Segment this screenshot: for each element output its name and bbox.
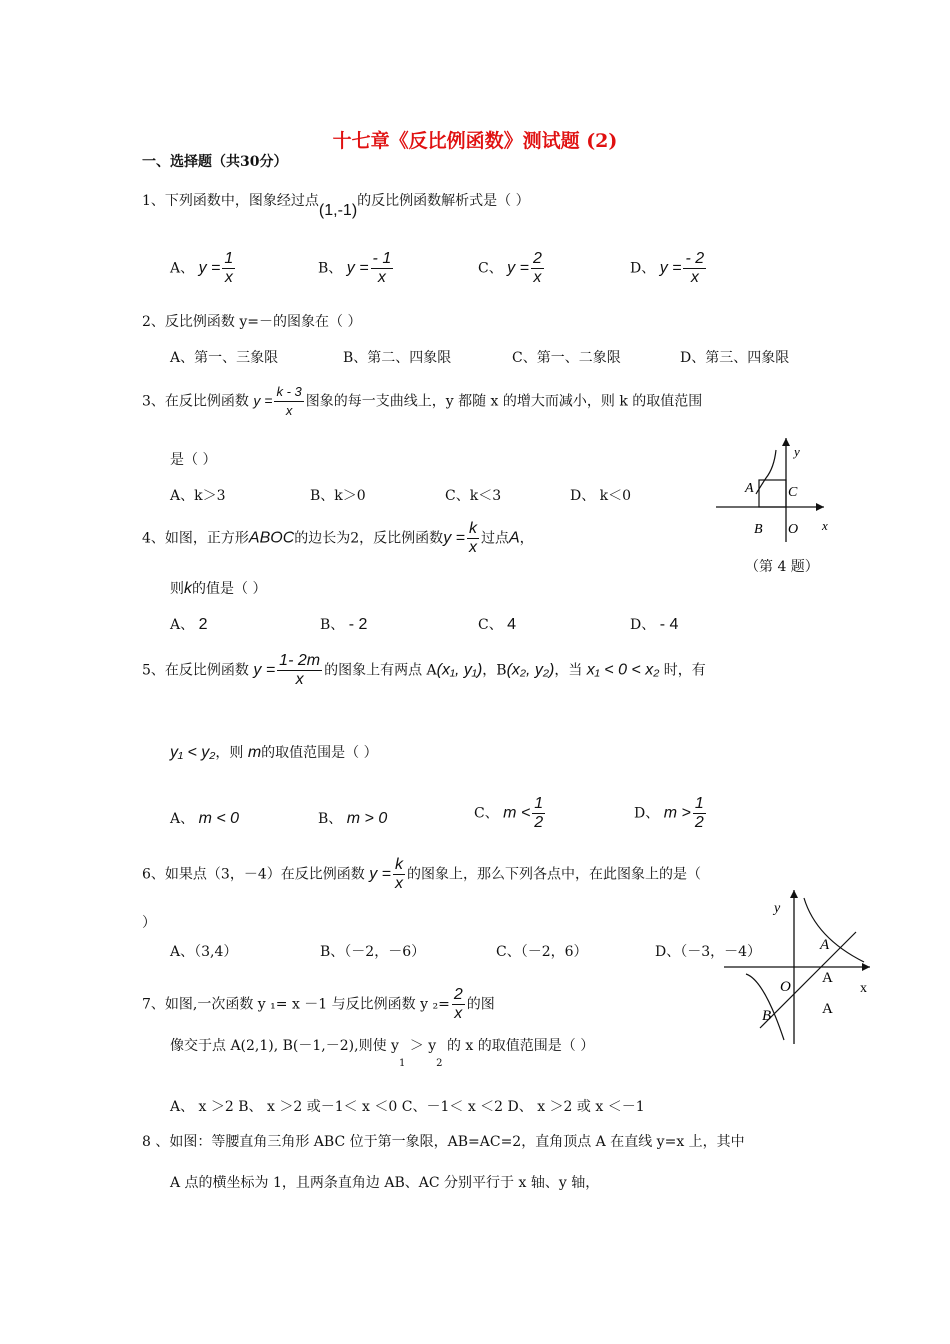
q5-option-a[interactable]: A、 m < 0: [170, 810, 240, 827]
fig7-y-label: y: [774, 901, 781, 916]
q3-option-b[interactable]: B、k＞0: [310, 488, 366, 504]
section-heading: 一、选择题（共30分）: [142, 154, 288, 170]
q2-option-d[interactable]: D、第三、四象限: [680, 350, 790, 366]
question-6-stem: 6、如果点（3，－4）在反比例函数 y = $\frac{k}{x}$ 的图象上，那么下列各点中，在此图象上的是（: [142, 856, 701, 892]
q1-option-c[interactable]: C、 y = $\frac{2}{x}$: [478, 250, 542, 286]
q3-option-c[interactable]: C、k＜3: [445, 488, 502, 504]
fig7-o-label: O: [780, 979, 791, 995]
question-5-stem: 5、在反比例函数 y = $\frac{1- 2m}{x}$ 的图象上有两点 A(x₁, y₁)，B(x₂, y₂)，当 x₁ < 0 < x₂ 时，有: [142, 652, 706, 688]
q5-option-b[interactable]: B、 m > 0: [318, 810, 388, 827]
fig4-b-label: B: [754, 522, 763, 537]
question-7-figure: [724, 888, 884, 1048]
question-4-stem-cont: 则k的值是（ ）: [170, 580, 267, 597]
fig4-x-label: x: [822, 518, 828, 533]
fig7-b-label: B: [762, 1008, 772, 1024]
q1-option-a[interactable]: A、 y = $\frac{1}{x}$: [170, 250, 234, 286]
q4-option-c[interactable]: C、 4: [478, 616, 517, 633]
q1-option-d[interactable]: D、 y = $\frac{- 2}{x}$: [630, 250, 705, 286]
page-title: 十七章《反比例函数》测试题 (2): [332, 130, 618, 152]
q3-option-a[interactable]: A、k＞3: [170, 488, 226, 504]
fig4-y-label: y: [794, 444, 800, 459]
fig7-a3-label: A: [822, 1001, 833, 1017]
question-8-line-1: 8 、如图：等腰直角三角形 ABC 位于第一象限，AB=AC=2，直角顶点 A 在直线 y=x 上，其中: [142, 1134, 745, 1150]
q2-option-b[interactable]: B、第二、四象限: [343, 350, 452, 366]
q6-option-c[interactable]: C、（－2，6）: [496, 944, 588, 960]
question-4-stem: 4、如图，正方形ABOC的边长为2，反比例函数y = $\frac{k}{x}$ 过点A，: [142, 520, 534, 556]
q2-option-a[interactable]: A、第一、三象限: [170, 350, 279, 366]
fig4-a-label: A: [745, 481, 754, 496]
question-5-stem-cont: y₁ < y₂，则 m的取值范围是（ ）: [170, 744, 378, 761]
q4-option-d[interactable]: D、 - 4: [630, 616, 679, 633]
question-7-stem-cont: 像交于点 A(2,1), B(－1,－2),则使 $y_1 > y_2$ 的 x 的取值范围是（ ）: [170, 1038, 595, 1069]
q6-option-a[interactable]: A、（3,4）: [170, 944, 238, 960]
question-7-stem: 7、如图,一次函数 y ₁= x －1 与反比例函数 y ₂= $\frac{2}{x}$ 的图: [142, 986, 495, 1022]
figure-4-caption: （第 4 题）: [745, 559, 819, 575]
question-2-stem: 2、反比例函数 y=－的图象在（ ）: [142, 314, 362, 330]
q2-option-c[interactable]: C、第一、二象限: [512, 350, 621, 366]
question-3-stem: 3、在反比例函数 y = $\frac{k - 3}{x}$ 图象的每一支曲线上，y 都随 x 的增大而减小，则 k 的取值范围: [142, 384, 703, 418]
q4-option-a[interactable]: A、 2: [170, 616, 208, 633]
fig7-x-label: x: [860, 981, 867, 996]
q6-option-b[interactable]: B、（－2，－6）: [320, 944, 426, 960]
q4-option-b[interactable]: B、 - 2: [320, 616, 368, 633]
fig4-c-label: C: [788, 485, 798, 500]
fig7-a-label: A: [820, 937, 830, 953]
question-1-stem: 1、下列函数中，图象经过点(1,-1)的反比例函数解析式是（ ）: [142, 193, 530, 219]
question-8-line-2: A 点的横坐标为 1，且两条直角边 AB、AC 分别平行于 x 轴、y 轴，: [170, 1175, 600, 1191]
q7-options[interactable]: A、 x ＞2 B、 x ＞2 或－1＜ x ＜0 C、－1＜ x ＜2 D、 x ＞2 或 x ＜－1: [170, 1099, 645, 1115]
fig4-o-label: O: [788, 522, 799, 537]
question-4-figure: [712, 432, 842, 547]
q3-option-d[interactable]: D、 k＜0: [570, 488, 632, 504]
question-6-stem-cont: ）: [142, 915, 156, 931]
q5-option-c[interactable]: C、 m < $\frac{1}{2}$: [474, 795, 544, 831]
question-3-stem-cont: 是（ ）: [170, 452, 217, 468]
q1-option-b[interactable]: B、 y = $\frac{- 1}{x}$: [318, 250, 392, 286]
q6-option-d[interactable]: D、（－3，－4）: [655, 944, 762, 960]
q5-option-d[interactable]: D、 m > $\frac{1}{2}$: [634, 795, 704, 831]
fig7-a2-label: A: [822, 970, 833, 986]
